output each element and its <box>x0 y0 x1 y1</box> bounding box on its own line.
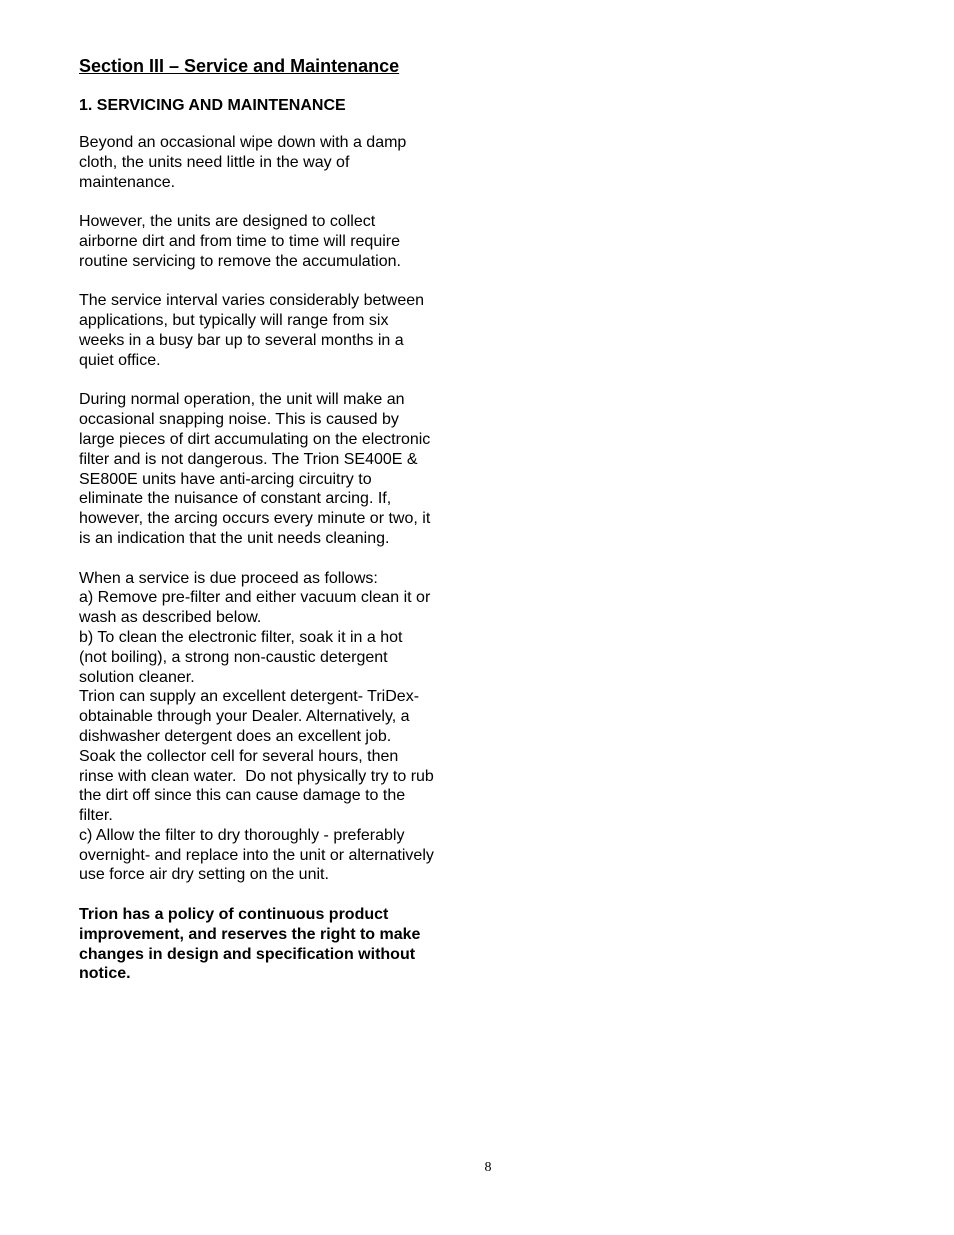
paragraph-normal-operation <box>79 390 464 548</box>
text-line: During normal operation, the unit will make an <box>79 391 405 409</box>
text-line: airborne dirt and from time to time will require <box>79 232 401 250</box>
text-line: is an indication that the unit needs cleaning. <box>79 529 390 547</box>
paragraph-servicing <box>79 212 464 271</box>
text-line: obtainable through your Dealer. Alternatively, a <box>79 708 410 726</box>
text-line: however, the arcing occurs every minute or two, it <box>79 510 431 528</box>
paragraph-service-interval <box>79 291 464 370</box>
text-line: the dirt off since this can cause damage to the <box>79 787 406 805</box>
text-line: routine servicing to remove the accumulation. <box>79 252 401 270</box>
text-line: c) Allow the filter to dry thoroughly - preferably <box>79 826 405 844</box>
text-line: notice. <box>79 965 131 983</box>
text-line: weeks in a busy bar up to several months in a <box>79 331 404 349</box>
text-line: overnight- and replace into the unit or alternatively <box>79 846 434 864</box>
text-line: cloth, the units need little in the way of <box>79 153 350 171</box>
text-line: large pieces of dirt accumulating on the electronic <box>79 430 431 448</box>
text-line: use force air dry setting on the unit. <box>79 866 329 884</box>
text-line: quiet office. <box>79 351 161 369</box>
text-line: maintenance. <box>79 173 176 191</box>
text-line: Trion has a policy of continuous product <box>79 906 389 924</box>
text-line: filter and is not dangerous. The Trion SE400E & <box>79 450 418 468</box>
text-line: (not boiling), a strong non-caustic detergent <box>79 648 388 666</box>
text-line: Beyond an occasional wipe down with a damp <box>79 134 407 151</box>
text-line: However, the units are designed to collect <box>79 213 376 231</box>
text-line: wash as described below. <box>79 609 262 627</box>
text-line: When a service is due proceed as follows: <box>79 569 378 587</box>
page-number: 8 <box>484 1160 492 1175</box>
policy-notice <box>79 905 464 984</box>
text-line: a) Remove pre-filter and either vacuum clean it or <box>79 589 431 607</box>
paragraph-maintenance <box>79 133 464 192</box>
text-line: b) To clean the electronic filter, soak it in a hot <box>79 628 403 646</box>
paragraph-service-procedure <box>79 569 464 886</box>
section-title: Section III – Service and Maintenance <box>79 56 400 76</box>
text-line: SE800E units have anti-arcing circuitry to <box>79 470 372 488</box>
text-line: solution cleaner. <box>79 668 195 686</box>
text-line: eliminate the nuisance of constant arcing. If, <box>79 490 392 508</box>
text-line: Trion can supply an excellent detergent- TriDex- <box>79 688 420 706</box>
text-line: The service interval varies considerably between <box>79 292 425 310</box>
text-line: Soak the collector cell for several hours, then <box>79 747 399 765</box>
text-line: dishwasher detergent does an excellent job. <box>79 727 392 745</box>
text-line: changes in design and specification without <box>79 945 416 963</box>
page-content <box>79 55 464 1004</box>
text-line: applications, but typically will range from six <box>79 312 389 330</box>
text-line: rinse with clean water. Do not physically try to rub <box>79 767 434 785</box>
text-line: improvement, and reserves the right to make <box>79 925 421 943</box>
text-line: occasional snapping noise. This is caused by <box>79 411 399 429</box>
text-line: filter. <box>79 807 113 825</box>
subsection-title: 1. SERVICING AND MAINTENANCE <box>79 97 346 114</box>
